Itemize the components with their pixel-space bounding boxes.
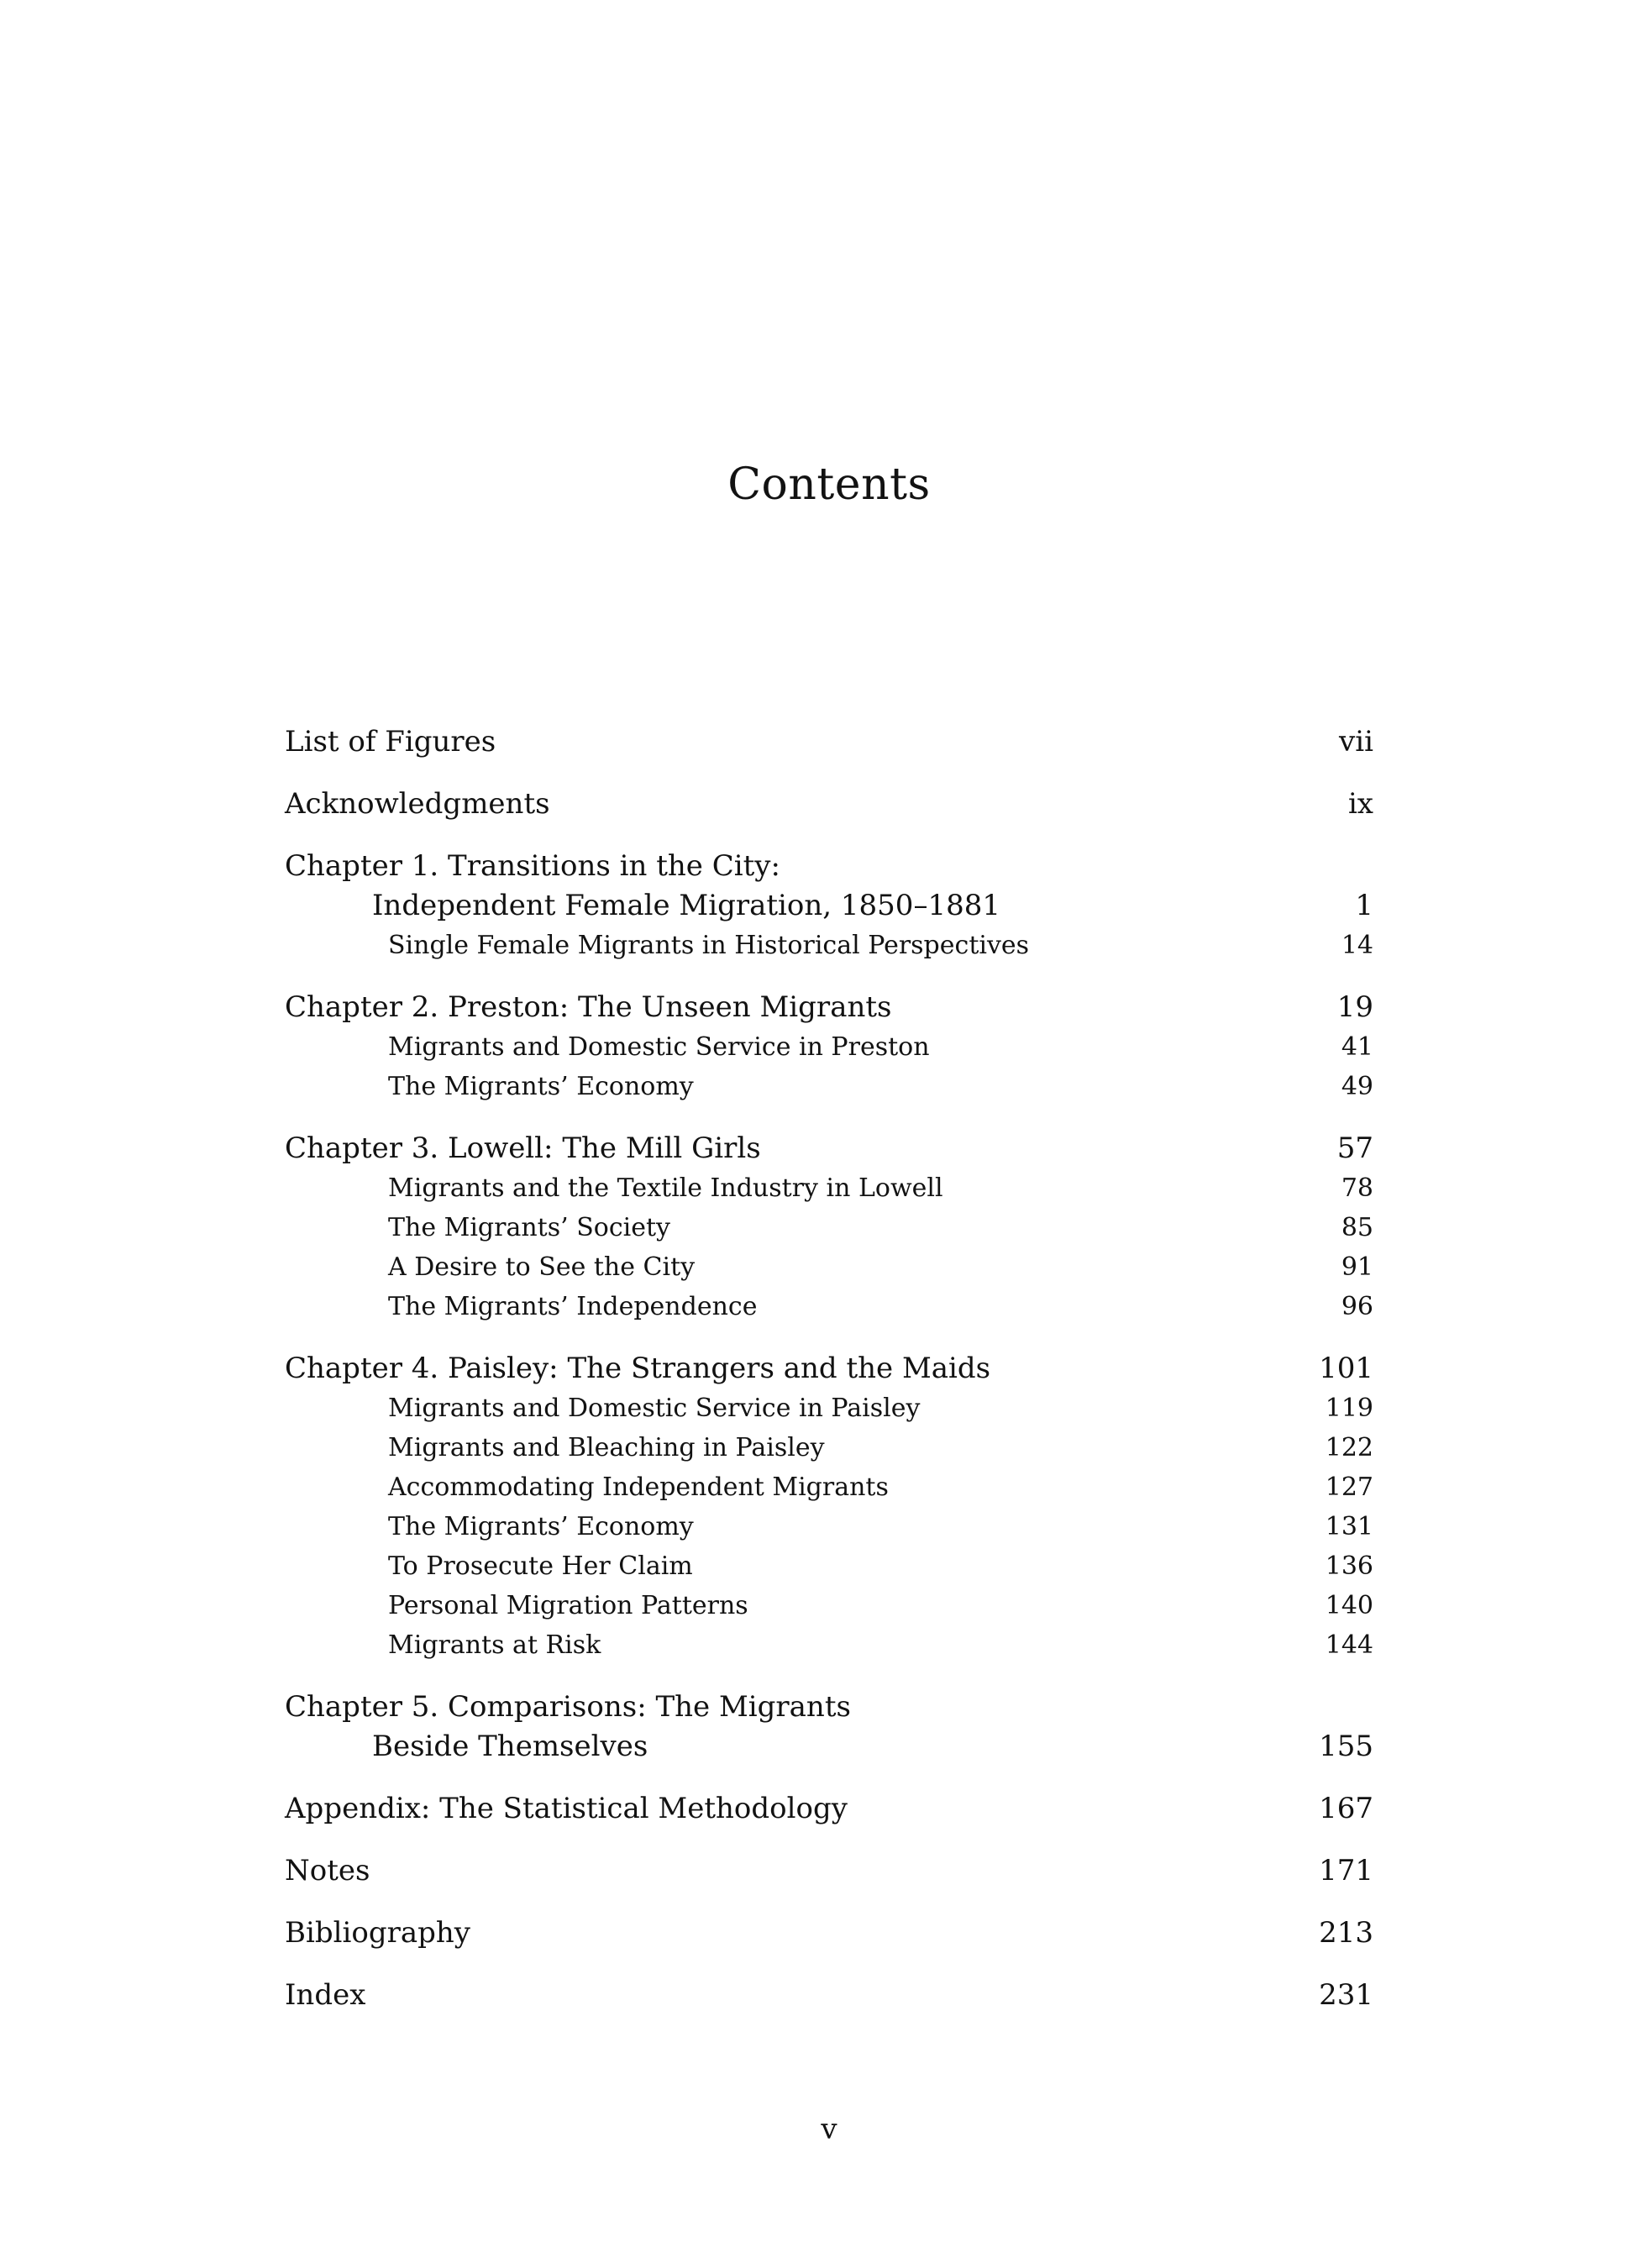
toc-group [285,988,1373,1106]
toc-entry [285,886,1373,926]
folio-page-number: v [821,2113,837,2146]
toc-entry-title: Migrants at Risk [388,1630,601,1660]
toc-entry-title: Chapter 5. Comparisons: The Migrants [285,1690,851,1724]
toc-group [285,847,1373,965]
toc-group [285,1688,1373,1767]
toc-entry [285,1625,1373,1665]
toc-entry-page: 78 [1341,1173,1373,1203]
toc-entry-title: Bibliography [285,1916,470,1950]
toc-entry-title: List of Figures [285,725,496,759]
toc-entry-page: 41 [1341,1032,1373,1062]
toc-entry-page: 231 [1319,1978,1373,2012]
page-title: Contents [727,459,931,510]
table-of-contents [285,722,1373,2038]
toc-entry [285,1428,1373,1467]
toc-entry [285,1247,1373,1287]
toc-entry-page: 127 [1325,1473,1373,1502]
toc-entry-page: 144 [1325,1630,1373,1660]
toc-entry [285,1851,1373,1891]
toc-entry [285,926,1373,965]
toc-entry [285,1789,1373,1829]
toc-entry-title: Migrants and Bleaching in Paisley [388,1433,825,1462]
toc-entry-title: The Migrants’ Economy [388,1072,694,1101]
toc-entry-title: Migrants and the Textile Industry in Lowell [388,1173,943,1203]
toc-entry-title: Acknowledgments [285,787,550,821]
toc-entry [285,1976,1373,2015]
toc-entry-page: 14 [1341,931,1373,960]
toc-entry-page: 140 [1325,1591,1373,1620]
toc-entry [285,847,1373,886]
toc-entry-page: 136 [1325,1551,1373,1581]
toc-group [285,1789,1373,1829]
toc-entry-page: 96 [1341,1292,1373,1321]
toc-entry-page: 213 [1319,1916,1373,1950]
toc-entry-page: 119 [1325,1394,1373,1423]
toc-entry-title: The Migrants’ Independence [388,1292,758,1321]
toc-entry-title: Chapter 2. Preston: The Unseen Migrants [285,990,892,1024]
toc-entry-page: 85 [1341,1213,1373,1242]
toc-entry-title: To Prosecute Her Claim [388,1551,693,1581]
toc-entry-page: 155 [1319,1730,1373,1763]
toc-entry-page: 122 [1325,1433,1373,1462]
toc-entry [285,1546,1373,1586]
toc-entry-title: Chapter 3. Lowell: The Mill Girls [285,1131,761,1165]
toc-group [285,785,1373,824]
toc-entry-page: vii [1339,725,1373,759]
toc-entry [285,1168,1373,1208]
toc-entry [285,1129,1373,1168]
toc-entry-title: Personal Migration Patterns [388,1591,748,1620]
toc-entry-title: Beside Themselves [372,1730,648,1763]
toc-entry [285,1914,1373,1953]
toc-entry-title: The Migrants’ Economy [388,1512,694,1541]
toc-entry-title: Migrants and Domestic Service in Paisley [388,1394,921,1423]
toc-group [285,1914,1373,1953]
toc-entry-title: Migrants and Domestic Service in Preston [388,1032,930,1062]
toc-entry-title: Single Female Migrants in Historical Perspectives [388,931,1030,960]
toc-entry [285,1208,1373,1247]
toc-entry [285,1586,1373,1625]
toc-entry-page: 167 [1319,1792,1373,1825]
toc-group [285,1976,1373,2015]
toc-entry [285,1287,1373,1326]
toc-entry [285,1727,1373,1767]
toc-entry-page: 57 [1336,1131,1373,1165]
toc-entry-title: Chapter 1. Transitions in the City: [285,849,780,883]
toc-entry-title: A Desire to See the City [388,1252,696,1282]
toc-entry [285,1389,1373,1428]
toc-entry-page: 131 [1325,1512,1373,1541]
toc-entry [285,1349,1373,1389]
toc-entry-title: Independent Female Migration, 1850–1881 [372,889,1000,922]
toc-entry-title: Index [285,1978,366,2012]
toc-entry-page: ix [1347,787,1373,821]
toc-entry [285,988,1373,1027]
toc-entry-title: Appendix: The Statistical Methodology [285,1792,848,1825]
toc-entry-page: 19 [1336,990,1373,1024]
toc-group [285,1851,1373,1891]
toc-entry-title: Notes [285,1854,370,1887]
toc-entry-page: 49 [1341,1072,1373,1101]
toc-entry [285,1507,1373,1546]
toc-entry-title: Accommodating Independent Migrants [388,1473,889,1502]
toc-entry [285,785,1373,824]
toc-entry [285,722,1373,762]
toc-group [285,722,1373,762]
toc-entry-page: 1 [1355,889,1373,922]
toc-entry [285,1688,1373,1727]
toc-entry-page: 91 [1341,1252,1373,1282]
toc-entry [285,1067,1373,1106]
toc-entry-page: 171 [1319,1854,1373,1887]
toc-entry [285,1027,1373,1067]
toc-group [285,1129,1373,1326]
toc-entry-title: The Migrants’ Society [388,1213,670,1242]
toc-entry-title: Chapter 4. Paisley: The Strangers and the Maids [285,1352,991,1385]
toc-group [285,1349,1373,1665]
toc-entry [285,1467,1373,1507]
toc-entry-page: 101 [1319,1352,1373,1385]
